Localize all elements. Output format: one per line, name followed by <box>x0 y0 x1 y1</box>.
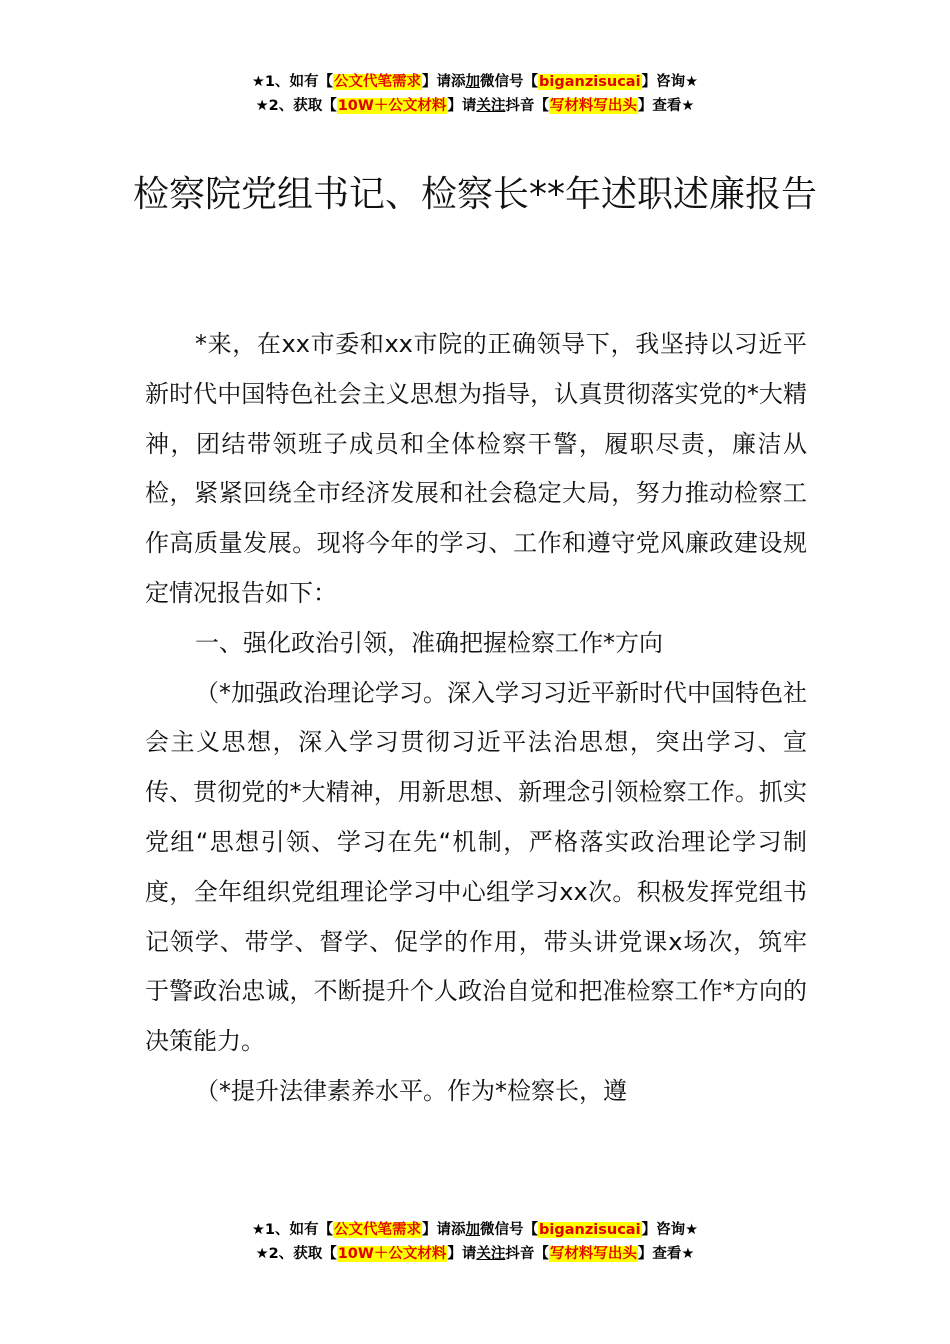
banner-highlight: 写材料写出头 <box>549 1246 637 1262</box>
banner-text: ★2、获取【 <box>255 1246 337 1262</box>
banner-underline: 关注 <box>476 98 506 114</box>
section-heading: 一、强化政治引领，准确把握检察工作*方向 <box>195 628 663 657</box>
banner-underline: 加 <box>465 74 481 90</box>
banner-text: 】查看★ <box>637 98 695 114</box>
footer-banner <box>0 1218 950 1266</box>
banner-highlight: biganzisucai <box>539 74 641 90</box>
banner-text: 抖音【 <box>505 98 549 114</box>
document-title: 检察院党组书记、检察长**年述职述廉报告 <box>132 174 817 215</box>
banner-text: 】查看★ <box>637 1246 695 1262</box>
banner-text: 】请 <box>447 98 477 114</box>
banner-line-2 <box>0 94 950 118</box>
banner-line-1 <box>0 1218 950 1242</box>
banner-line-1 <box>0 70 950 94</box>
banner-highlight: 公文代笔需求 <box>334 74 422 90</box>
banner-highlight: 写材料写出头 <box>549 98 637 114</box>
banner-text: 】请 <box>447 1246 477 1262</box>
paragraph: *来，在xx市委和xx市院的正确领导下，我坚持以习近平新时代中国特色社会主义思想为指导，认真贯彻落实党的*大精神，团结带领班子成员和全体检察干警，履职尽责，廉洁从检，紧紧回绕全市经济发展和社会稳定大局，努力推动检察工作高质量发展。现将今年的学习、工作和遵守党风廉政建设规定情况报告如下： <box>145 330 807 607</box>
header-banner <box>0 70 950 118</box>
banner-text: ★1、如有【 <box>251 74 334 90</box>
banner-text: 抖音【 <box>505 1246 549 1262</box>
banner-line-2 <box>0 1242 950 1266</box>
paragraph: （*加强政治理论学习。深入学习习近平新时代中国特色社会主义思想，深入学习贯彻习近平法治思想，突出学习、宣传、贯彻党的*大精神，用新思想、新理念引领检察工作。抓实党组“思想引领、学习在先“机制，严格落实政治理论学习制度，全年组织党组理论学习中心组学习xx次。积极发挥党组书记领学、带学、督学、促学的作用，带头讲党课x场次，筑牢于警政治忠诚，不断提升个人政治自觉和把准检察工作*方向的决策能力。 <box>145 678 807 1056</box>
banner-text: 微信号【 <box>480 74 539 90</box>
document-body <box>145 320 807 1117</box>
banner-text: 】咨询★ <box>641 1222 699 1238</box>
banner-text: 】请添 <box>422 74 466 90</box>
banner-text: ★2、获取【 <box>255 98 337 114</box>
banner-highlight: 10W＋公文材料 <box>337 1246 447 1262</box>
banner-text: 】咨询★ <box>641 74 699 90</box>
paragraph: （*提升法律素养水平。作为*检察长，遵 <box>195 1076 627 1105</box>
banner-text: ★1、如有【 <box>251 1222 334 1238</box>
banner-highlight: 公文代笔需求 <box>334 1222 422 1238</box>
banner-highlight: biganzisucai <box>539 1222 641 1238</box>
banner-underline: 加 <box>465 1222 481 1238</box>
banner-text: 微信号【 <box>480 1222 539 1238</box>
banner-text: 】请添 <box>422 1222 466 1238</box>
banner-underline: 关注 <box>476 1246 506 1262</box>
banner-highlight: 10W＋公文材料 <box>337 98 447 114</box>
